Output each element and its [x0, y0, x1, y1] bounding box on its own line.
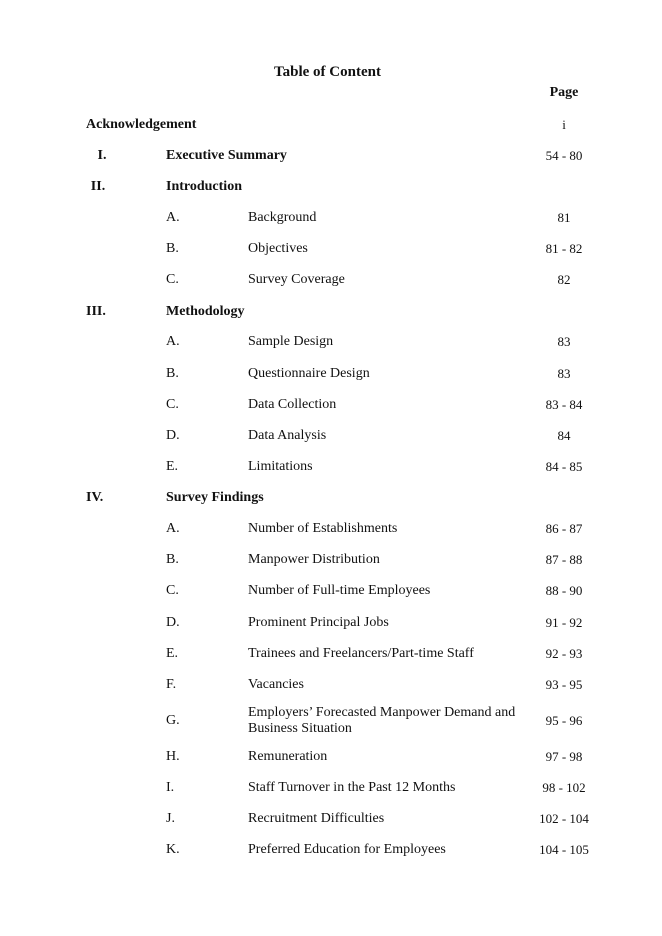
section-title: Number of Establishments: [248, 521, 398, 536]
section-title: Background: [248, 210, 317, 225]
section-letter: H.: [166, 749, 180, 764]
section-page: 83: [557, 366, 571, 381]
section-letter: C.: [166, 583, 179, 598]
acknowledgement-page: i: [562, 117, 566, 132]
section-title: Staff Turnover in the Past 12 Months: [248, 780, 456, 795]
section-title: Sample Design: [248, 334, 334, 349]
section-page: 81: [557, 210, 571, 225]
section-page: 86 - 87: [545, 521, 583, 536]
chapter-number: II.: [90, 179, 106, 194]
chapter-number: III.: [86, 304, 106, 319]
section-page: 102 - 104: [539, 811, 589, 826]
section-title: Limitations: [248, 459, 313, 474]
section-letter: D.: [166, 615, 180, 630]
section-letter: E.: [166, 646, 179, 661]
section-title: Employers’ Forecasted Manpower Demand and Business Situation: [248, 705, 516, 736]
section-page: 92 - 93: [545, 646, 583, 661]
section-page: 83 - 84: [545, 397, 583, 412]
section-page: 82: [557, 272, 571, 287]
section-title: Objectives: [248, 241, 308, 256]
section-page: 84: [557, 428, 571, 443]
section-page: 83: [557, 334, 571, 349]
section-letter: B.: [166, 366, 179, 381]
section-letter: E.: [166, 459, 179, 474]
chapter-title: Introduction: [166, 179, 242, 194]
section-title: Manpower Distribution: [248, 552, 380, 567]
section-letter: C.: [166, 397, 179, 412]
section-title: Vacancies: [248, 677, 304, 692]
section-letter: D.: [166, 428, 180, 443]
page-column-header: Page: [549, 85, 579, 100]
section-letter: G.: [166, 713, 180, 728]
section-letter: J.: [166, 811, 175, 826]
section-title: Data Collection: [248, 397, 337, 412]
chapter-number: IV.: [86, 490, 104, 505]
section-letter: C.: [166, 272, 179, 287]
chapter-title: Methodology: [166, 304, 245, 319]
section-title: Survey Coverage: [248, 272, 345, 287]
section-title: Trainees and Freelancers/Part-time Staff: [248, 646, 474, 661]
section-title: Remuneration: [248, 749, 328, 764]
acknowledgement-label: Acknowledgement: [86, 117, 197, 132]
chapter-title: Executive Summary: [166, 148, 287, 163]
chapter-page: 54 - 80: [545, 148, 583, 163]
section-letter: F.: [166, 677, 177, 692]
section-page: 91 - 92: [545, 615, 583, 630]
chapter-number: I.: [97, 148, 107, 163]
section-title: Preferred Education for Employees: [248, 842, 446, 857]
section-letter: B.: [166, 241, 179, 256]
section-letter: A.: [166, 521, 180, 536]
section-page: 84 - 85: [545, 459, 583, 474]
section-page: 97 - 98: [545, 749, 583, 764]
section-letter: K.: [166, 842, 180, 857]
toc-title: Table of Content: [274, 64, 381, 80]
section-page: 95 - 96: [545, 713, 583, 728]
section-page: 81 - 82: [545, 241, 583, 256]
section-page: 88 - 90: [545, 583, 583, 598]
chapter-title: Survey Findings: [166, 490, 264, 505]
section-title: Questionnaire Design: [248, 366, 370, 381]
section-page: 104 - 105: [539, 842, 589, 857]
section-page: 93 - 95: [545, 677, 583, 692]
section-page: 98 - 102: [542, 780, 586, 795]
section-title: Number of Full-time Employees: [248, 583, 431, 598]
section-letter: I.: [166, 780, 175, 795]
section-letter: A.: [166, 210, 180, 225]
section-page: 87 - 88: [545, 552, 583, 567]
section-letter: A.: [166, 334, 180, 349]
section-letter: B.: [166, 552, 179, 567]
section-title: Data Analysis: [248, 428, 327, 443]
section-title: Recruitment Difficulties: [248, 811, 385, 826]
section-title: Prominent Principal Jobs: [248, 615, 389, 630]
